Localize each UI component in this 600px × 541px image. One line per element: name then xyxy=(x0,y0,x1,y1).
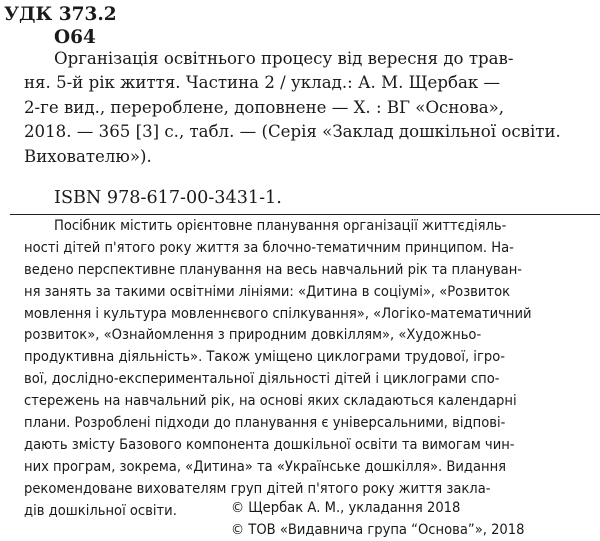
abstract-line: дають змісту Базового компонента дошкільної освіти та вимогам чин- xyxy=(24,435,515,453)
bibliographic-line: 2018. — 365 [3] с., табл. — (Серія «Заклад дошкільної освіти. xyxy=(24,122,561,142)
abstract-line: рекомендоване вихователям груп дітей п'ятого року життя закла- xyxy=(24,479,491,497)
udk-code: УДК 373.2 xyxy=(4,4,117,25)
abstract-line: дів дошкільної освіти. xyxy=(24,501,177,519)
bibliographic-line: 2-ге вид., перероблене, доповнене — Х. : ВГ «Основа», xyxy=(24,97,505,117)
bibliographic-line: ня. 5-й рік життя. Частина 2 / уклад.: А. М. Щербак — xyxy=(24,73,501,93)
abstract-line: ності дітей п'ятого року життя за блочно-тематичним принципом. На- xyxy=(24,238,514,256)
abstract-line: вої, дослідно-експериментальної діяльності дітей і циклограми спо- xyxy=(24,370,500,388)
abstract-paragraph xyxy=(0,215,600,521)
bibliographic-record xyxy=(0,47,600,169)
copyright-author: © Щербак А. М., укладання 2018 xyxy=(231,499,461,516)
bibliographic-line: Вихователю»). xyxy=(24,146,152,166)
copyright-publisher: © ТОВ «Видавнича група “Основа”», 2018 xyxy=(231,521,525,538)
abstract-line: них програм, зокрема, «Дитина» та «Українське дошкілля». Видання xyxy=(24,457,507,475)
abstract-line: ведено перспективне планування на весь навчальний рік та плануван- xyxy=(24,260,523,278)
abstract-line: ня занять за такими освітніми лініями: «Дитина в соціумі», «Розвиток xyxy=(24,282,511,300)
author-sign: О64 xyxy=(54,27,96,48)
abstract-line: розвиток», «Ознайомлення з природним довкіллям», «Художньо- xyxy=(24,326,482,344)
abstract-line: мовлення і культура мовленнєвого спілкування», «Логіко-математичний xyxy=(24,304,532,322)
abstract-line: продуктивна діяльність». Також уміщено циклограми трудової, ігро- xyxy=(24,348,505,366)
abstract-line: Посібник містить орієнтовне планування організації життєдіяль- xyxy=(54,217,507,234)
abstract-line: плани. Розроблені підходи до планування є універсальними, відпові- xyxy=(24,414,506,432)
abstract-line: стережень на навчальний рік, на основі яких складаються календарні xyxy=(24,392,517,410)
isbn: ISBN 978-617-00-3431-1. xyxy=(54,188,282,208)
bibliographic-line: Організація освітнього процесу від вересня до трав- xyxy=(54,49,514,68)
